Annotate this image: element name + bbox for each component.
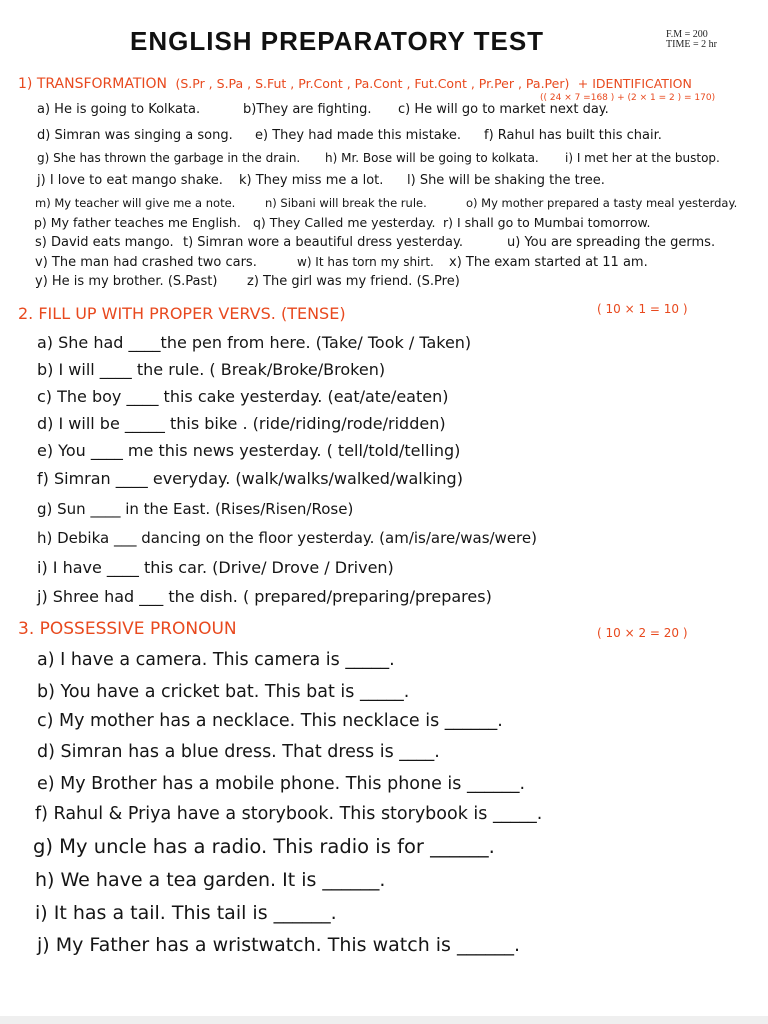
list-item: g) My uncle has a radio. This radio is for ______. bbox=[33, 835, 495, 858]
section3-title: 3. POSSESSIVE PRONOUN bbox=[18, 619, 237, 639]
list-item: p) My father teaches me English. q) They Called me yesterday. r) I shall go to Mumbai tomorrow. bbox=[34, 215, 651, 230]
list-item: j) Shree had ___ the dish. ( prepared/preparing/prepares) bbox=[37, 587, 492, 606]
list-item: g) Sun ____ in the East. (Rises/Risen/Rose) bbox=[37, 500, 354, 518]
section1-tenses: (S.Pr , S.Pa , S.Fut , Pr.Cont , Pa.Cont , Fut.Cont , Pr.Per , Pa.Per) bbox=[175, 76, 570, 91]
section3-marks: ( 10 × 2 = 20 ) bbox=[597, 626, 688, 640]
time-allowed: TIME = 2 hr bbox=[666, 39, 717, 50]
list-item: e) You ____ me this news yesterday. ( tell/told/telling) bbox=[37, 441, 461, 460]
list-item: b) I will ____ the rule. ( Break/Broke/Broken) bbox=[37, 360, 386, 379]
list-item: g) She has thrown the garbage in the drain. h) Mr. Bose will be going to kolkata. i) I met her at the bustop. bbox=[37, 151, 720, 165]
list-item: c) The boy ____ this cake yesterday. (eat/ate/eaten) bbox=[37, 387, 449, 406]
list-item: i) It has a tail. This tail is ______. bbox=[35, 902, 337, 924]
list-item: e) My Brother has a mobile phone. This phone is ______. bbox=[37, 774, 526, 794]
page-title: ENGLISH PREPARATORY TEST bbox=[130, 26, 545, 56]
list-item: v) The man had crashed two cars. w) It has torn my shirt. x) The exam started at 11 am. bbox=[35, 255, 648, 270]
list-item: a) He is going to Kolkata. b)They are fighting. c) He will go to market next day. bbox=[37, 102, 609, 117]
list-item: d) Simran has a blue dress. That dress is ____. bbox=[37, 742, 440, 762]
section1-heading: 1) TRANSFORMATION bbox=[18, 76, 168, 92]
full-marks: F.M = 200 bbox=[666, 29, 708, 40]
section2-marks: ( 10 × 1 = 10 ) bbox=[597, 302, 688, 316]
full-marks-time bbox=[666, 30, 717, 50]
list-item: a) She had ____the pen from here. (Take/ Took / Taken) bbox=[37, 333, 472, 352]
section1-identification: + IDENTIFICATION bbox=[577, 76, 692, 91]
list-item: f) Simran ____ everyday. (walk/walks/walked/walking) bbox=[37, 469, 463, 488]
section2-title: 2. FILL UP WITH PROPER VERVS. (TENSE) bbox=[18, 304, 346, 323]
list-item: h) We have a tea garden. It is ______. bbox=[35, 869, 386, 891]
section1-title bbox=[18, 76, 692, 92]
list-item: j) My Father has a wristwatch. This watch is ______. bbox=[37, 934, 521, 956]
list-item: a) I have a camera. This camera is _____. bbox=[37, 650, 395, 670]
list-item: b) You have a cricket bat. This bat is _____. bbox=[37, 682, 410, 702]
list-item: h) Debika ___ dancing on the floor yesterday. (am/is/are/was/were) bbox=[37, 529, 537, 547]
list-item: c) My mother has a necklace. This necklace is ______. bbox=[37, 711, 503, 731]
list-item: f) Rahul & Priya have a storybook. This storybook is _____. bbox=[35, 804, 543, 824]
section1-marks: (( 24 × 7 =168 ) + (2 × 1 = 2 ) = 170) bbox=[540, 93, 716, 103]
list-item: d) Simran was singing a song. e) They had made this mistake. f) Rahul has built this chair. bbox=[37, 128, 662, 143]
list-item: i) I have ____ this car. (Drive/ Drove / Driven) bbox=[37, 558, 394, 577]
list-item: s) David eats mango. t) Simran wore a beautiful dress yesterday. u) You are spreading the germs. bbox=[35, 235, 716, 250]
page-bottom-edge bbox=[0, 1016, 768, 1024]
list-item: y) He is my brother. (S.Past) z) The girl was my friend. (S.Pre) bbox=[35, 274, 460, 289]
list-item: j) I love to eat mango shake. k) They miss me a lot. l) She will be shaking the tree. bbox=[37, 173, 605, 188]
list-item: m) My teacher will give me a note. n) Sibani will break the rule. o) My mother prepared a tasty meal yesterday. bbox=[35, 196, 738, 210]
list-item: d) I will be _____ this bike . (ride/riding/rode/ridden) bbox=[37, 414, 446, 433]
